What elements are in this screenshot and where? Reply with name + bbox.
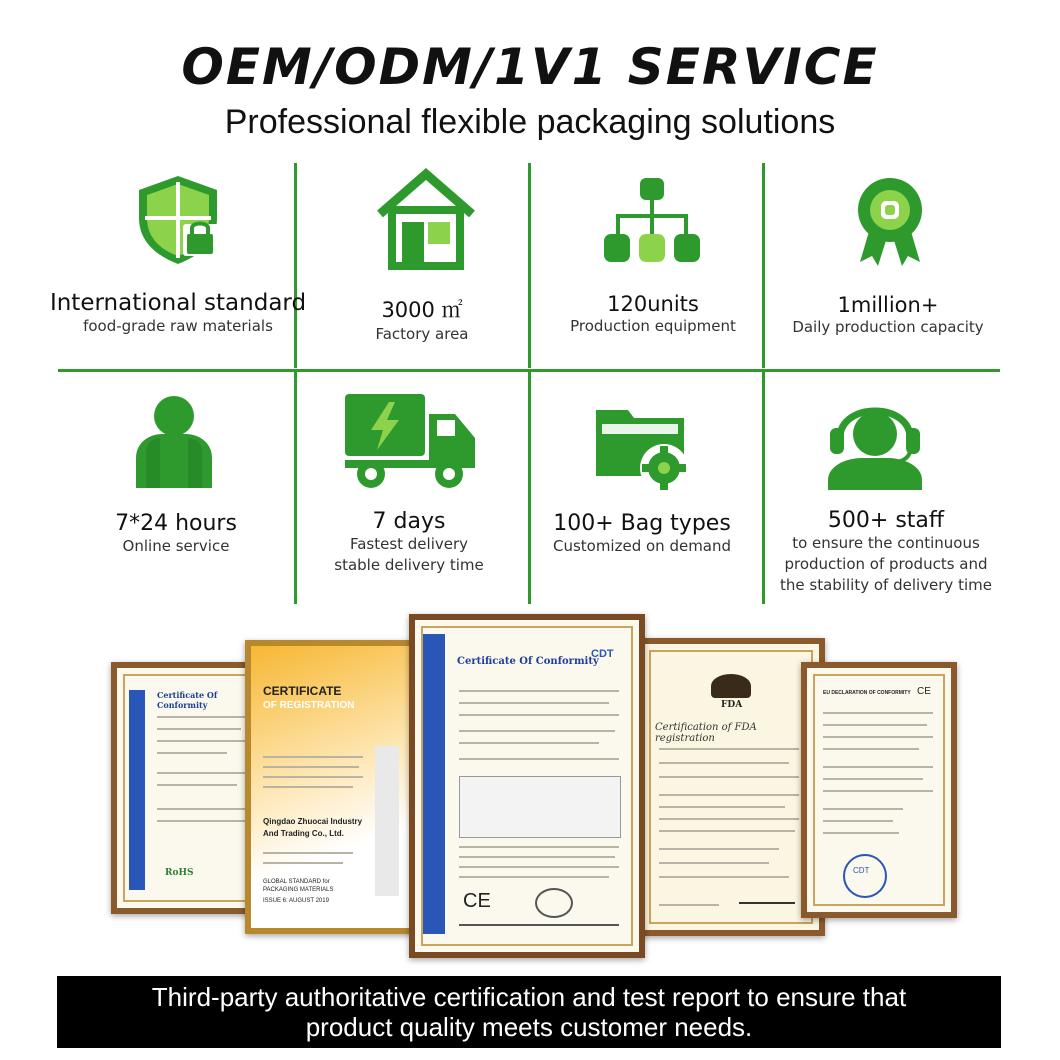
feature-card bbox=[58, 511, 294, 557]
feature-card bbox=[770, 293, 1006, 338]
certificate-title: CERTIFICATE bbox=[263, 684, 342, 698]
certificate-conformity-main bbox=[409, 614, 645, 958]
certificate-title: Certification of FDA registration bbox=[655, 722, 757, 744]
certificate-standard: GLOBAL STANDARD for PACKAGING MATERIALS bbox=[263, 879, 334, 893]
headset-icon bbox=[822, 388, 928, 490]
feature-card bbox=[304, 294, 540, 345]
feature-card bbox=[38, 290, 318, 337]
page-title: OEM/ODM/1V1 SERVICE bbox=[181, 38, 879, 96]
page-subtitle: Professional flexible packaging solutions bbox=[224, 103, 836, 141]
grid-divider bbox=[762, 372, 765, 604]
cdt-logo: CDT bbox=[591, 648, 614, 660]
house-icon bbox=[370, 166, 482, 270]
grid-divider bbox=[762, 163, 765, 368]
certification-banner bbox=[57, 976, 1001, 1048]
fda-mark: FDA bbox=[721, 700, 743, 710]
truck-icon bbox=[343, 390, 477, 494]
feature-subtitle: food-grade raw materials bbox=[83, 317, 273, 335]
feature-subtitle: stable delivery time bbox=[334, 556, 484, 574]
certificate-registration bbox=[245, 640, 417, 934]
shield-icon bbox=[131, 172, 225, 266]
certificate-eu bbox=[801, 662, 957, 918]
feature-title: 3000 ㎡ bbox=[381, 298, 463, 322]
ce-mark: CE bbox=[917, 686, 931, 697]
feature-title: 7 days bbox=[372, 509, 446, 534]
feature-card bbox=[291, 509, 527, 576]
feature-subtitle: Customized on demand bbox=[552, 537, 732, 555]
certificate-title: EU DECLARATION OF CONFORMITY bbox=[823, 690, 911, 696]
feature-subtitle: Production equipment bbox=[570, 317, 736, 335]
grid-divider bbox=[294, 163, 297, 368]
org-chart-icon bbox=[602, 176, 702, 268]
feature-subtitle: Daily production capacity bbox=[792, 318, 984, 336]
feature-subtitle: to ensure the continuous bbox=[792, 534, 980, 552]
rohs-logo: RoHS bbox=[165, 868, 194, 878]
feature-title: 100+ Bag types bbox=[553, 511, 731, 536]
certificate-title: Certificate Of Conformity bbox=[157, 690, 218, 710]
feature-title: 500+ staff bbox=[827, 508, 945, 533]
feature-subtitle: Online service bbox=[122, 537, 230, 555]
feature-title: International standard bbox=[49, 290, 307, 316]
certificate-subtitle: OF REGISTRATION bbox=[263, 700, 355, 711]
badge-icon bbox=[854, 176, 926, 266]
feature-title: 7*24 hours bbox=[115, 511, 237, 536]
certificate-company: Qingdao Zhuocai Industry And Trading Co., Ltd. bbox=[263, 817, 363, 838]
person-icon bbox=[126, 392, 222, 488]
banner-line-2: product quality meets customer needs. bbox=[305, 1012, 753, 1042]
feature-card bbox=[524, 511, 760, 557]
banner-line-1: Third-party authoritative certification and test report to ensure that bbox=[151, 982, 907, 1012]
cdt-stamp: CDT bbox=[853, 866, 870, 875]
folder-gear-icon bbox=[594, 402, 692, 492]
certificate-title: Certificate Of Conformity bbox=[457, 656, 599, 667]
grid-divider bbox=[528, 372, 531, 604]
certificate-fda bbox=[637, 638, 825, 936]
feature-subtitle: production of products and bbox=[784, 555, 988, 573]
certificate-issue: ISSUE 6: AUGUST 2019 bbox=[263, 898, 329, 904]
feature-subtitle: the stability of delivery time bbox=[780, 576, 992, 594]
certificates-display bbox=[103, 612, 953, 974]
feature-title: 1million+ bbox=[837, 293, 939, 317]
ce-mark: CE bbox=[463, 890, 491, 912]
feature-subtitle: Factory area bbox=[375, 325, 469, 343]
feature-card bbox=[535, 292, 771, 337]
feature-subtitle: Fastest delivery bbox=[349, 535, 469, 553]
eagle-seal-icon bbox=[711, 674, 751, 698]
feature-card bbox=[768, 508, 1004, 596]
feature-title: 120units bbox=[607, 292, 699, 316]
